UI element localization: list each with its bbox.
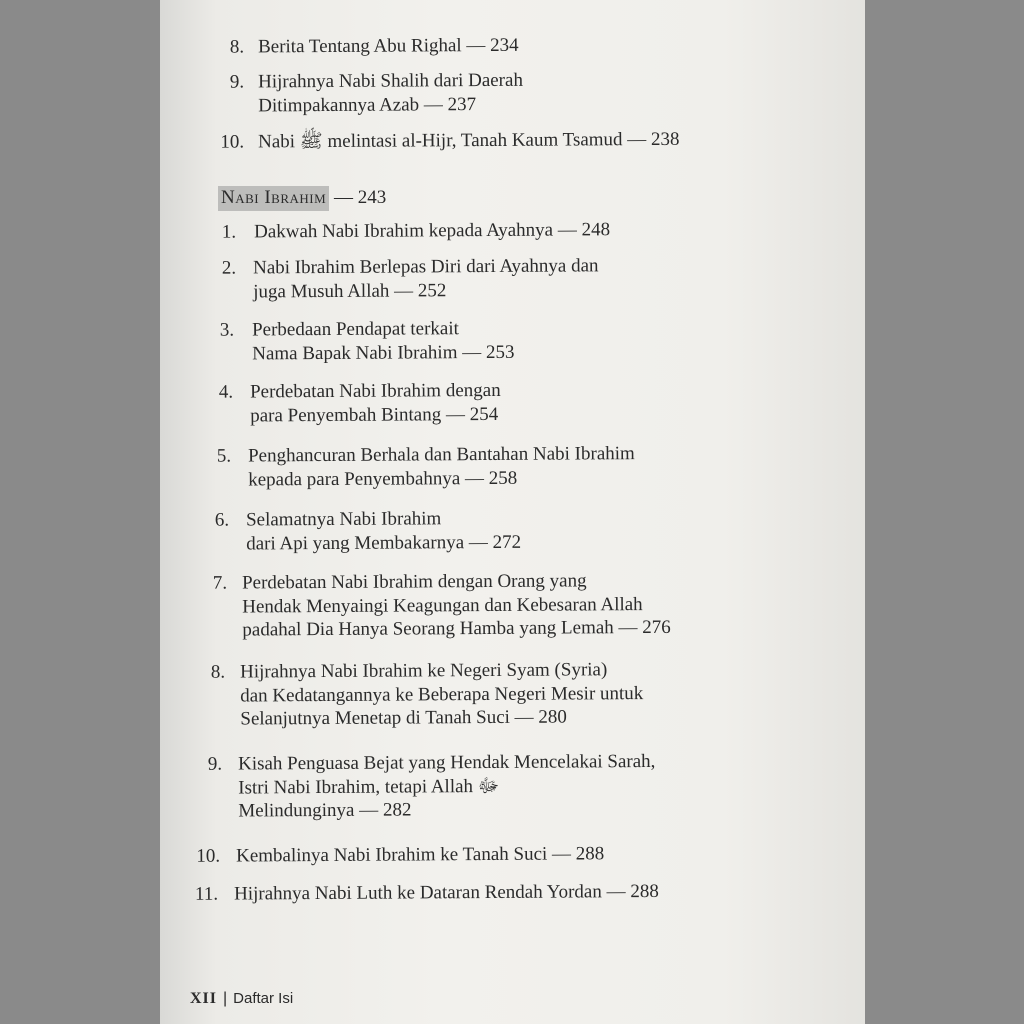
footer-label: Daftar Isi: [233, 990, 294, 1007]
entry-number: 10.: [196, 845, 221, 867]
entry-number: 9.: [229, 71, 245, 93]
entry-title: Perbedaan Pendapat terkait Nama Bapak Nabi Ibrahim — 253: [251, 318, 515, 364]
entry-title: Selamatnya Nabi Ibrahim dari Api yang Membakarnya — 272: [245, 508, 522, 554]
entry-number: 5.: [216, 445, 232, 467]
entry-number: 4.: [218, 381, 234, 403]
entry-number: 9.: [207, 753, 223, 775]
book-page: [160, 0, 865, 1024]
entry-title: Perdebatan Nabi Ibrahim dengan Orang yang Hendak Menyaingi Keagungan dan Kebesaran Allah padahal Dia Hanya Seorang Hamba yang Lemah — 276: [241, 570, 671, 641]
entry-title: Berita Tentang Abu Righal — 234: [257, 34, 519, 58]
entry-number: 8.: [210, 661, 226, 683]
entry-number: 8.: [229, 36, 245, 58]
entry-number: 1.: [221, 221, 237, 243]
entry-number: 10.: [220, 131, 245, 153]
entry-title: Hijrahnya Nabi Luth ke Dataran Rendah Yordan — 288: [233, 880, 659, 905]
entry-title: Kembalinya Nabi Ibrahim ke Tanah Suci — 288: [235, 843, 605, 867]
entry-number: 3.: [219, 319, 235, 341]
page-number: XII: [190, 990, 218, 1007]
entry-title: Nabi ﷺ melintasi al-Hijr, Tanah Kaum Tsamud — 238: [257, 128, 680, 153]
entry-title: Kisah Penguasa Bejat yang Hendak Mencelakai Sarah, Istri Nabi Ibrahim, tetapi Allah ﷻ Melindunginya — 282: [237, 750, 656, 822]
entry-title: Dakwah Nabi Ibrahim kepada Ayahnya — 248: [253, 219, 611, 243]
entry-title: Perdebatan Nabi Ibrahim dengan para Penyembah Bintang — 254: [249, 379, 501, 426]
page-footer: [190, 990, 293, 1008]
section-heading: [218, 186, 386, 212]
entry-number: 6.: [214, 509, 230, 531]
footer-separator: |: [223, 990, 228, 1007]
entry-title: Penghancuran Berhala dan Bantahan Nabi Ibrahim kepada para Penyembahnya — 258: [247, 443, 635, 490]
entry-title: Hijrahnya Nabi Shalih dari Daerah Ditimpakannya Azab — 237: [257, 69, 523, 116]
entry-number: 2.: [221, 257, 237, 279]
section-title: Nabi Ibrahim: [218, 186, 329, 211]
entry-number: 7.: [212, 572, 228, 594]
section-page: — 243: [333, 187, 387, 208]
entry-number: 11.: [194, 883, 219, 905]
entry-title: Hijrahnya Nabi Ibrahim ke Negeri Syam (Syria) dan Kedatangannya ke Beberapa Negeri Mesir untuk Selanjutnya Menetap di Tanah Suci — 280: [239, 659, 644, 730]
bleed-through-text: [760, 40, 865, 940]
entry-title: Nabi Ibrahim Berlepas Diri dari Ayahnya dan juga Musuh Allah — 252: [252, 255, 599, 302]
